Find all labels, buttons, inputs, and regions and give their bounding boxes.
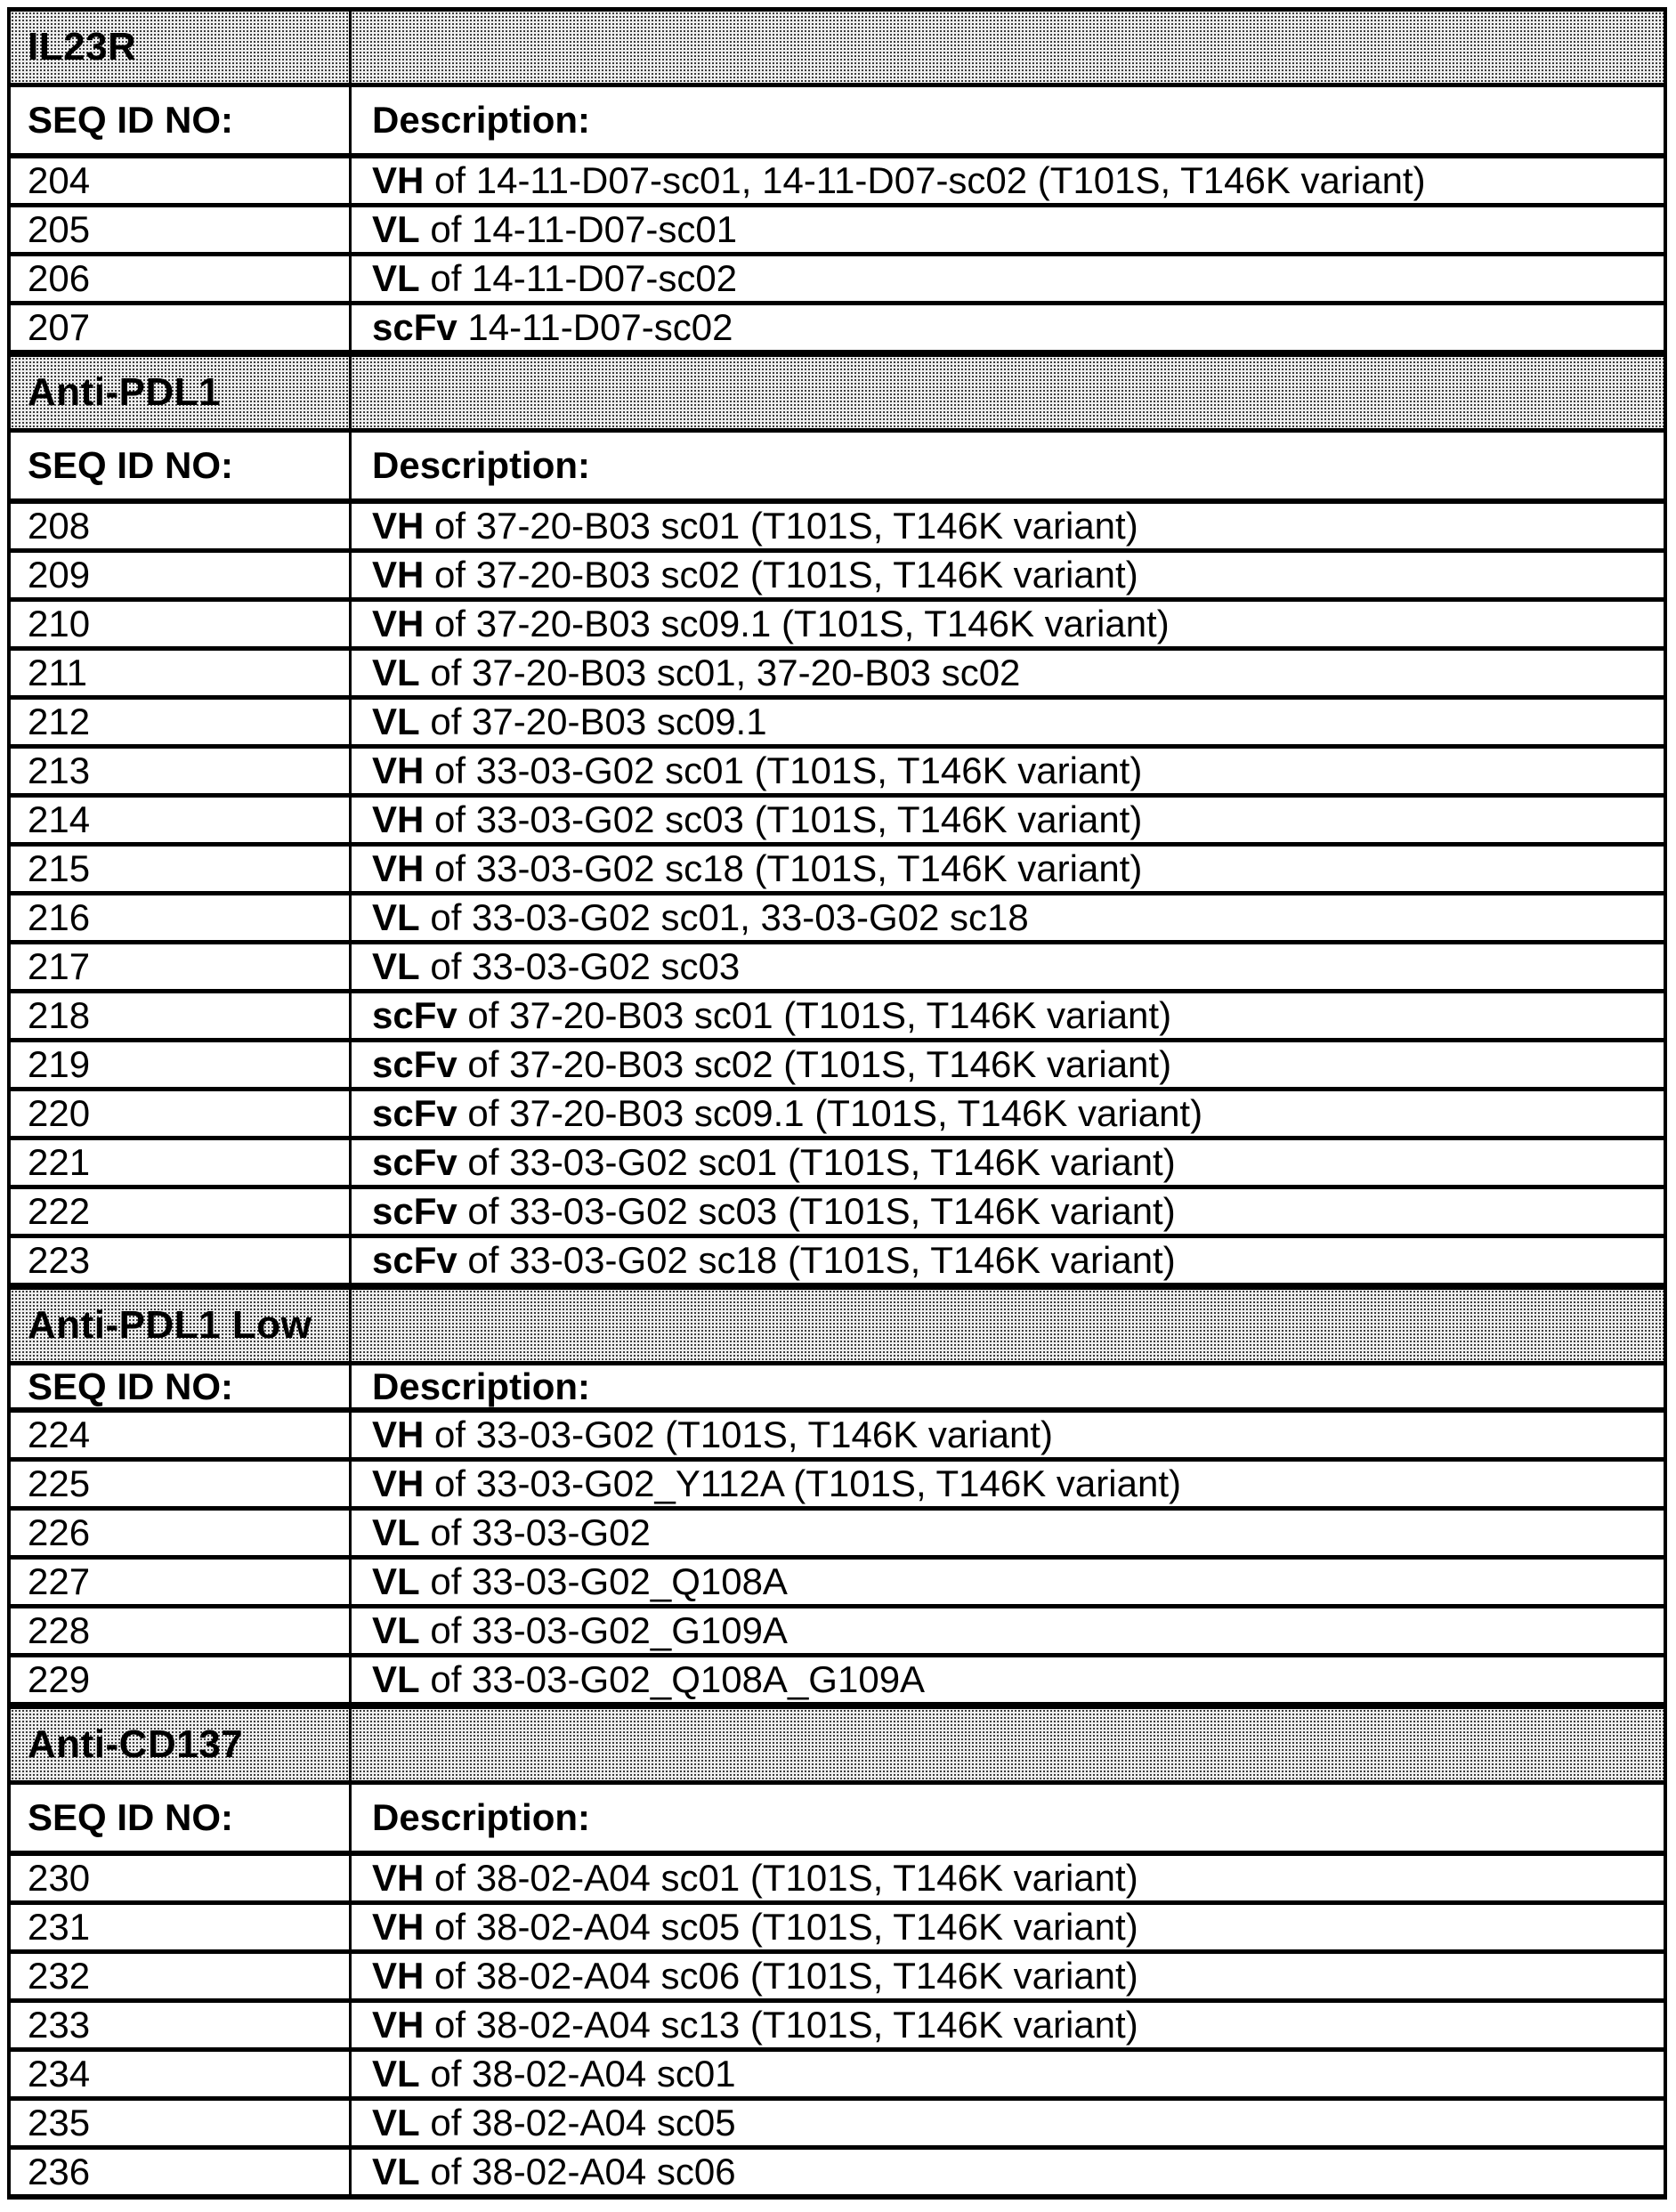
description-cell bbox=[352, 847, 1664, 891]
description-prefix: VH bbox=[372, 603, 425, 644]
seq-id-cell bbox=[11, 1042, 352, 1087]
description-text: of 37-20-B03 sc02 (T101S, T146K variant) bbox=[457, 1043, 1172, 1085]
description-text: of 14-11-D07-sc01, 14-11-D07-sc02 (T101S, T146K variant) bbox=[424, 159, 1426, 201]
description-value bbox=[372, 1092, 1202, 1135]
description-text: of 38-02-A04 sc01 (T101S, T146K variant) bbox=[424, 1857, 1138, 1899]
seq-id-value: 208 bbox=[28, 505, 91, 547]
seq-id-value: 227 bbox=[28, 1560, 91, 1602]
seq-id-cell bbox=[11, 158, 352, 203]
section-header-row bbox=[11, 1287, 1664, 1365]
seq-id-value: 207 bbox=[28, 306, 91, 348]
description-column-header: Description: bbox=[372, 444, 591, 486]
description-value bbox=[372, 1955, 1138, 1997]
seq-id-value: 234 bbox=[28, 2053, 91, 2095]
description-cell bbox=[352, 749, 1664, 793]
description-value bbox=[372, 1511, 651, 1554]
description-prefix: VH bbox=[372, 847, 425, 889]
seq-id-column-header: SEQ ID NO: bbox=[28, 444, 234, 486]
description-cell bbox=[352, 1856, 1664, 1900]
seq-id-cell bbox=[11, 1189, 352, 1234]
description-text: of 33-03-G02_Q108A_G109A bbox=[419, 1658, 926, 1700]
description-value bbox=[372, 257, 737, 300]
section-header-spacer-cell bbox=[352, 357, 1664, 428]
sequence-row bbox=[11, 1042, 1664, 1091]
seq-id-value: 228 bbox=[28, 1609, 91, 1651]
description-value bbox=[372, 994, 1171, 1037]
description-prefix: scFv bbox=[372, 306, 457, 348]
sequence-row bbox=[11, 2003, 1664, 2052]
description-text: of 33-03-G02 bbox=[419, 1511, 651, 1553]
description-prefix: VH bbox=[372, 554, 425, 596]
description-text: of 38-02-A04 sc05 (T101S, T146K variant) bbox=[424, 1906, 1138, 1948]
seq-id-cell bbox=[11, 1560, 352, 1604]
description-header-cell bbox=[352, 1785, 1664, 1851]
description-value bbox=[372, 505, 1138, 547]
sequence-row bbox=[11, 1657, 1664, 1706]
seq-id-value: 205 bbox=[28, 208, 91, 250]
seq-id-header-cell bbox=[11, 1785, 352, 1851]
description-prefix: VH bbox=[372, 2004, 425, 2046]
description-cell bbox=[352, 993, 1664, 1038]
table-section bbox=[11, 354, 1664, 1287]
description-cell bbox=[352, 1238, 1664, 1283]
description-text: of 33-03-G02_G109A bbox=[419, 1609, 788, 1651]
section-title-cell bbox=[11, 12, 352, 83]
table-section bbox=[11, 1706, 1664, 2194]
description-text: of 33-03-G02 sc01 (T101S, T146K variant) bbox=[424, 749, 1143, 791]
description-value bbox=[372, 1857, 1138, 1900]
seq-id-value: 225 bbox=[28, 1463, 91, 1504]
description-value bbox=[372, 1609, 788, 1652]
description-text: of 33-03-G02 sc03 (T101S, T146K variant) bbox=[424, 798, 1143, 840]
sequence-row bbox=[11, 944, 1664, 993]
seq-id-value: 206 bbox=[28, 257, 91, 299]
description-prefix: VH bbox=[372, 1414, 425, 1455]
seq-id-cell bbox=[11, 305, 352, 350]
sequence-row bbox=[11, 2101, 1664, 2150]
seq-id-value: 211 bbox=[28, 652, 87, 693]
column-header-row bbox=[11, 1785, 1664, 1856]
description-prefix: scFv bbox=[372, 1239, 457, 1281]
seq-id-cell bbox=[11, 207, 352, 252]
sequence-row bbox=[11, 602, 1664, 651]
description-prefix: scFv bbox=[372, 1141, 457, 1183]
sequence-row bbox=[11, 553, 1664, 602]
sequence-row bbox=[11, 651, 1664, 700]
description-text: of 33-03-G02 sc18 (T101S, T146K variant) bbox=[424, 847, 1143, 889]
seq-id-value: 223 bbox=[28, 1239, 91, 1281]
description-value bbox=[372, 945, 740, 988]
seq-id-cell bbox=[11, 1905, 352, 1949]
description-text: of 14-11-D07-sc02 bbox=[419, 257, 738, 299]
seq-id-value: 235 bbox=[28, 2102, 91, 2143]
seq-id-cell bbox=[11, 2150, 352, 2194]
description-value bbox=[372, 701, 767, 743]
sequence-row bbox=[11, 1905, 1664, 1954]
seq-id-value: 219 bbox=[28, 1043, 91, 1085]
description-value bbox=[372, 603, 1170, 645]
seq-id-value: 224 bbox=[28, 1414, 91, 1455]
description-header-cell bbox=[352, 1365, 1664, 1407]
description-text: of 37-20-B03 sc02 (T101S, T146K variant) bbox=[424, 554, 1138, 596]
description-prefix: VH bbox=[372, 1906, 425, 1948]
description-prefix: scFv bbox=[372, 994, 457, 1036]
description-header-cell bbox=[352, 87, 1664, 153]
description-prefix: scFv bbox=[372, 1043, 457, 1085]
seq-id-column-header: SEQ ID NO: bbox=[28, 1796, 234, 1838]
sequence-row bbox=[11, 798, 1664, 847]
description-prefix: VH bbox=[372, 1857, 425, 1899]
description-value bbox=[372, 749, 1142, 792]
description-cell bbox=[352, 504, 1664, 548]
description-cell bbox=[352, 1042, 1664, 1087]
sequence-row bbox=[11, 158, 1664, 207]
description-cell bbox=[352, 1462, 1664, 1506]
description-prefix: VL bbox=[372, 945, 420, 987]
description-cell bbox=[352, 305, 1664, 350]
seq-id-value: 209 bbox=[28, 554, 91, 596]
description-value bbox=[372, 1463, 1181, 1505]
table-section bbox=[11, 12, 1664, 354]
sequence-row bbox=[11, 847, 1664, 895]
sequence-row bbox=[11, 1238, 1664, 1287]
section-header-row bbox=[11, 12, 1664, 87]
description-prefix: VL bbox=[372, 1560, 420, 1602]
description-prefix: VL bbox=[372, 896, 420, 938]
seq-id-value: 213 bbox=[28, 749, 91, 791]
sequence-row bbox=[11, 700, 1664, 749]
description-value bbox=[372, 896, 1029, 939]
description-prefix: VL bbox=[372, 1609, 420, 1651]
description-value bbox=[372, 159, 1426, 202]
sequence-listing-table bbox=[7, 7, 1667, 2200]
section-title: IL23R bbox=[28, 25, 137, 69]
description-cell bbox=[352, 207, 1664, 252]
seq-id-column-header: SEQ ID NO: bbox=[28, 99, 234, 141]
description-text: of 37-20-B03 sc09.1 (T101S, T146K variant) bbox=[457, 1092, 1203, 1134]
description-value bbox=[372, 208, 737, 251]
description-cell bbox=[352, 1657, 1664, 1702]
description-cell bbox=[352, 2003, 1664, 2047]
description-text: of 37-20-B03 sc01 (T101S, T146K variant) bbox=[457, 994, 1172, 1036]
column-header-row bbox=[11, 433, 1664, 504]
description-cell bbox=[352, 2150, 1664, 2194]
description-text: of 38-02-A04 sc13 (T101S, T146K variant) bbox=[424, 2004, 1138, 2046]
seq-id-cell bbox=[11, 553, 352, 597]
seq-id-cell bbox=[11, 1856, 352, 1900]
description-column-header: Description: bbox=[372, 1796, 591, 1838]
seq-id-cell bbox=[11, 847, 352, 891]
description-text: of 37-20-B03 sc01, 37-20-B03 sc02 bbox=[419, 652, 1021, 693]
table-section bbox=[11, 1287, 1664, 1706]
seq-id-value: 231 bbox=[28, 1906, 91, 1948]
seq-id-cell bbox=[11, 2003, 352, 2047]
section-title-cell bbox=[11, 1290, 352, 1361]
seq-id-value: 214 bbox=[28, 798, 91, 840]
sequence-row bbox=[11, 1189, 1664, 1238]
seq-id-value: 226 bbox=[28, 1511, 91, 1553]
description-value bbox=[372, 1658, 925, 1701]
description-text: of 37-20-B03 sc09.1 (T101S, T146K variant) bbox=[424, 603, 1170, 644]
description-prefix: scFv bbox=[372, 1092, 457, 1134]
description-cell bbox=[352, 1560, 1664, 1604]
sequence-row bbox=[11, 256, 1664, 305]
description-column-header: Description: bbox=[372, 1365, 591, 1407]
sequence-row bbox=[11, 1511, 1664, 1560]
column-header-row bbox=[11, 1365, 1664, 1413]
description-value bbox=[372, 1906, 1138, 1949]
description-text: of 33-03-G02_Y112A (T101S, T146K variant) bbox=[424, 1463, 1181, 1504]
description-prefix: VH bbox=[372, 1955, 425, 1997]
seq-id-cell bbox=[11, 1608, 352, 1653]
description-value bbox=[372, 2053, 736, 2095]
description-text: of 33-03-G02 sc01, 33-03-G02 sc18 bbox=[419, 896, 1029, 938]
description-cell bbox=[352, 1905, 1664, 1949]
seq-id-cell bbox=[11, 749, 352, 793]
seq-id-value: 236 bbox=[28, 2151, 91, 2192]
description-prefix: VL bbox=[372, 701, 420, 742]
description-text: of 33-03-G02 sc03 (T101S, T146K variant) bbox=[457, 1190, 1176, 1232]
description-text: of 37-20-B03 sc09.1 bbox=[419, 701, 767, 742]
section-title-cell bbox=[11, 1709, 352, 1780]
description-cell bbox=[352, 2052, 1664, 2096]
description-prefix: VH bbox=[372, 1463, 425, 1504]
seq-id-value: 216 bbox=[28, 896, 91, 938]
sequence-row bbox=[11, 1140, 1664, 1189]
description-value bbox=[372, 1043, 1171, 1086]
seq-id-value: 229 bbox=[28, 1658, 91, 1700]
description-text: of 38-02-A04 sc06 bbox=[419, 2151, 736, 2192]
description-value bbox=[372, 652, 1020, 694]
description-text: 14-11-D07-sc02 bbox=[457, 306, 733, 348]
description-cell bbox=[352, 2101, 1664, 2145]
description-value bbox=[372, 1141, 1176, 1184]
seq-id-cell bbox=[11, 651, 352, 695]
seq-id-cell bbox=[11, 2052, 352, 2096]
seq-id-cell bbox=[11, 1140, 352, 1185]
seq-id-cell bbox=[11, 1511, 352, 1555]
sequence-row bbox=[11, 207, 1664, 256]
section-header-spacer-cell bbox=[352, 12, 1664, 83]
seq-id-cell bbox=[11, 256, 352, 301]
seq-id-value: 212 bbox=[28, 701, 91, 742]
seq-id-cell bbox=[11, 700, 352, 744]
seq-id-header-cell bbox=[11, 87, 352, 153]
seq-id-cell bbox=[11, 1413, 352, 1457]
description-cell bbox=[352, 158, 1664, 203]
sequence-row bbox=[11, 1413, 1664, 1462]
seq-id-value: 233 bbox=[28, 2004, 91, 2046]
description-text: of 33-03-G02_Q108A bbox=[419, 1560, 788, 1602]
sequence-row bbox=[11, 1560, 1664, 1608]
description-prefix: VL bbox=[372, 2102, 420, 2143]
section-title: Anti-CD137 bbox=[28, 1722, 244, 1766]
description-value bbox=[372, 554, 1138, 596]
description-header-cell bbox=[352, 433, 1664, 498]
description-prefix: VL bbox=[372, 1511, 420, 1553]
description-cell bbox=[352, 944, 1664, 989]
description-prefix: VH bbox=[372, 798, 425, 840]
seq-id-cell bbox=[11, 798, 352, 842]
description-cell bbox=[352, 798, 1664, 842]
description-prefix: VH bbox=[372, 749, 425, 791]
description-cell bbox=[352, 602, 1664, 646]
section-title: Anti-PDL1 bbox=[28, 370, 222, 414]
description-cell bbox=[352, 895, 1664, 940]
seq-id-cell bbox=[11, 993, 352, 1038]
description-cell bbox=[352, 256, 1664, 301]
sequence-row bbox=[11, 2150, 1664, 2194]
section-header-row bbox=[11, 354, 1664, 433]
description-cell bbox=[352, 1608, 1664, 1653]
seq-id-cell bbox=[11, 1238, 352, 1283]
description-text: of 14-11-D07-sc01 bbox=[419, 208, 738, 250]
description-value bbox=[372, 1239, 1176, 1282]
section-title-cell bbox=[11, 357, 352, 428]
description-prefix: scFv bbox=[372, 1190, 457, 1232]
seq-id-header-cell bbox=[11, 1365, 352, 1407]
description-text: of 33-03-G02 sc03 bbox=[419, 945, 741, 987]
seq-id-value: 215 bbox=[28, 847, 91, 889]
description-text: of 33-03-G02 (T101S, T146K variant) bbox=[424, 1414, 1053, 1455]
sequence-row bbox=[11, 504, 1664, 553]
description-cell bbox=[352, 700, 1664, 744]
seq-id-value: 210 bbox=[28, 603, 91, 644]
description-text: of 38-02-A04 sc05 bbox=[419, 2102, 736, 2143]
description-value bbox=[372, 847, 1142, 890]
description-prefix: VL bbox=[372, 208, 420, 250]
sequence-row bbox=[11, 1091, 1664, 1140]
sequence-row bbox=[11, 1954, 1664, 2003]
section-header-spacer-cell bbox=[352, 1709, 1664, 1780]
description-value bbox=[372, 306, 733, 349]
sequence-row bbox=[11, 1462, 1664, 1511]
description-value bbox=[372, 2102, 736, 2144]
seq-id-value: 222 bbox=[28, 1190, 91, 1232]
sequence-row bbox=[11, 305, 1664, 354]
seq-id-cell bbox=[11, 602, 352, 646]
sequence-row bbox=[11, 895, 1664, 944]
seq-id-value: 217 bbox=[28, 945, 91, 987]
description-prefix: VH bbox=[372, 159, 425, 201]
description-text: of 38-02-A04 sc06 (T101S, T146K variant) bbox=[424, 1955, 1138, 1997]
description-text: of 33-03-G02 sc18 (T101S, T146K variant) bbox=[457, 1239, 1176, 1281]
description-cell bbox=[352, 1140, 1664, 1185]
seq-id-column-header: SEQ ID NO: bbox=[28, 1365, 234, 1407]
seq-id-cell bbox=[11, 944, 352, 989]
sequence-row bbox=[11, 1856, 1664, 1905]
description-value bbox=[372, 2004, 1138, 2046]
column-header-row bbox=[11, 87, 1664, 158]
description-value bbox=[372, 798, 1142, 841]
description-cell bbox=[352, 1413, 1664, 1457]
description-prefix: VL bbox=[372, 1658, 420, 1700]
seq-id-cell bbox=[11, 1462, 352, 1506]
seq-id-value: 218 bbox=[28, 994, 91, 1036]
description-cell bbox=[352, 651, 1664, 695]
description-prefix: VL bbox=[372, 652, 420, 693]
description-cell bbox=[352, 1189, 1664, 1234]
sequence-row bbox=[11, 749, 1664, 798]
description-value bbox=[372, 2151, 736, 2193]
description-cell bbox=[352, 1511, 1664, 1555]
section-header-row bbox=[11, 1706, 1664, 1785]
seq-id-cell bbox=[11, 1657, 352, 1702]
description-cell bbox=[352, 1091, 1664, 1136]
description-text: of 38-02-A04 sc01 bbox=[419, 2053, 736, 2095]
description-prefix: VL bbox=[372, 257, 420, 299]
description-cell bbox=[352, 1954, 1664, 1998]
description-value bbox=[372, 1190, 1176, 1233]
seq-id-header-cell bbox=[11, 433, 352, 498]
seq-id-value: 221 bbox=[28, 1141, 91, 1183]
seq-id-value: 220 bbox=[28, 1092, 91, 1134]
description-text: of 37-20-B03 sc01 (T101S, T146K variant) bbox=[424, 505, 1138, 547]
seq-id-value: 232 bbox=[28, 1955, 91, 1997]
seq-id-cell bbox=[11, 2101, 352, 2145]
description-prefix: VH bbox=[372, 505, 425, 547]
sequence-row bbox=[11, 1608, 1664, 1657]
description-text: of 33-03-G02 sc01 (T101S, T146K variant) bbox=[457, 1141, 1176, 1183]
description-prefix: VL bbox=[372, 2151, 420, 2192]
sequence-row bbox=[11, 993, 1664, 1042]
seq-id-value: 230 bbox=[28, 1857, 91, 1899]
section-title: Anti-PDL1 Low bbox=[28, 1303, 312, 1347]
sequence-row bbox=[11, 2052, 1664, 2101]
description-value bbox=[372, 1560, 788, 1603]
description-prefix: VL bbox=[372, 2053, 420, 2095]
description-value bbox=[372, 1414, 1053, 1456]
description-column-header: Description: bbox=[372, 99, 591, 141]
description-cell bbox=[352, 553, 1664, 597]
seq-id-cell bbox=[11, 504, 352, 548]
seq-id-cell bbox=[11, 895, 352, 940]
seq-id-cell bbox=[11, 1954, 352, 1998]
section-header-spacer-cell bbox=[352, 1290, 1664, 1361]
seq-id-value: 204 bbox=[28, 159, 91, 201]
seq-id-cell bbox=[11, 1091, 352, 1136]
